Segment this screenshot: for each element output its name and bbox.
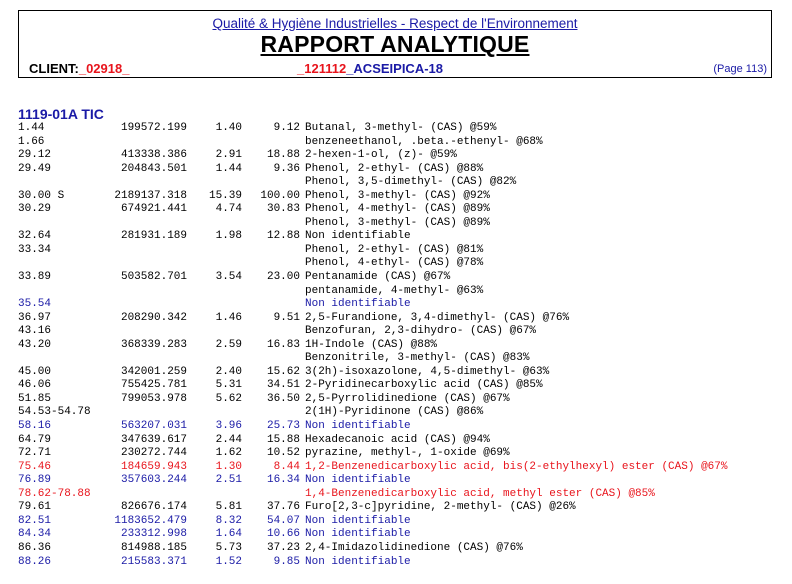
- table-row: [0, 488, 792, 502]
- area-percent: 1.98: [215, 230, 242, 243]
- table-row: [0, 257, 792, 271]
- normalized-percent: 16.83: [266, 338, 300, 351]
- area-percent: 2.59: [215, 338, 242, 351]
- table-row: [0, 217, 792, 231]
- retention-time: 54.53-54.78: [18, 406, 91, 419]
- compound-name: Benzofuran, 2,3-dihydro- (CAS) @67%: [305, 325, 537, 338]
- peak-area: 230272.744: [120, 447, 187, 460]
- normalized-percent: 37.76: [266, 501, 300, 514]
- retention-time: 33.89: [18, 271, 52, 284]
- table-row: [0, 190, 792, 204]
- retention-time: 84.34: [18, 528, 52, 541]
- area-percent: 3.54: [215, 271, 242, 284]
- retention-time: 75.46: [18, 460, 52, 473]
- area-percent: 1.40: [215, 122, 242, 134]
- normalized-percent: 10.66: [266, 528, 300, 541]
- peak-area: 215583.371: [120, 555, 187, 568]
- retention-time: 51.85: [18, 392, 52, 405]
- peak-area: 503582.701: [120, 271, 187, 284]
- normalized-percent: 37.23: [266, 541, 300, 554]
- compound-name: 1,4-Benzenedicarboxylic acid, methyl ester (CAS) @85%: [305, 487, 655, 500]
- peak-area: 563207.031: [120, 420, 187, 433]
- normalized-percent: 10.52: [266, 447, 300, 460]
- normalized-percent: 16.34: [266, 474, 300, 487]
- peak-area: 199572.199: [120, 122, 187, 134]
- compound-name: Furo[2,3-c]pyridine, 2-methyl- (CAS) @26%: [305, 501, 576, 514]
- client-label: [29, 61, 129, 76]
- table-row: [0, 556, 792, 570]
- retention-time: 46.06: [18, 379, 52, 392]
- table-row: [0, 461, 792, 475]
- compound-name: benzeneethanol, .beta.-ethenyl- @68%: [305, 135, 543, 148]
- table-row: [0, 366, 792, 380]
- table-row: [0, 542, 792, 556]
- organization-line: Qualité & Hygiène Industrielles - Respect de l'Environnement: [212, 16, 578, 31]
- report-title: RAPPORT ANALYTIQUE: [260, 31, 530, 57]
- area-percent: 1.52: [215, 555, 242, 568]
- table-row: [0, 393, 792, 407]
- normalized-percent: 15.88: [266, 433, 300, 446]
- area-percent: 1.46: [215, 311, 242, 324]
- peak-area: 2189137.318: [114, 189, 187, 202]
- peak-area: 1183652.479: [114, 514, 187, 527]
- table-row: [0, 122, 792, 136]
- area-percent: 1.62: [215, 447, 242, 460]
- normalized-percent: 23.00: [266, 271, 300, 284]
- table-row: [0, 352, 792, 366]
- retention-time: 43.16: [18, 325, 52, 338]
- client-code: _02918_: [78, 61, 130, 76]
- table-row: [0, 298, 792, 312]
- table-row: [0, 406, 792, 420]
- table-row: [0, 163, 792, 177]
- client-label-text: CLIENT:: [29, 61, 79, 76]
- peak-area: 814988.185: [120, 541, 187, 554]
- page-number: (Page 113): [713, 63, 767, 75]
- compound-name: 2,4-Imidazolidinedione (CAS) @76%: [305, 541, 523, 554]
- retention-time: 88.26: [18, 555, 52, 568]
- table-row: [0, 379, 792, 393]
- normalized-percent: 9.85: [273, 555, 300, 568]
- area-percent: 5.81: [215, 501, 242, 514]
- report-header: [18, 10, 772, 78]
- compound-name: Non identifiable: [305, 230, 411, 243]
- compound-name: Non identifiable: [305, 514, 411, 527]
- retention-time: 29.12: [18, 149, 52, 162]
- peak-area: 347639.617: [120, 433, 187, 446]
- area-percent: 1.44: [215, 162, 242, 175]
- table-row: [0, 244, 792, 258]
- area-percent: 5.73: [215, 541, 242, 554]
- compound-name: Phenol, 2-ethyl- (CAS) @81%: [305, 243, 484, 256]
- table-row: [0, 515, 792, 529]
- peak-area: 204843.501: [120, 162, 187, 175]
- compound-name: 2-Pyridinecarboxylic acid (CAS) @85%: [305, 379, 543, 392]
- area-percent: 5.62: [215, 392, 242, 405]
- normalized-percent: 9.12: [273, 122, 300, 134]
- normalized-percent: 100.00: [260, 189, 300, 202]
- peak-area: 413338.386: [120, 149, 187, 162]
- normalized-percent: 15.62: [266, 365, 300, 378]
- normalized-percent: 30.83: [266, 203, 300, 216]
- compound-name: Non identifiable: [305, 528, 411, 541]
- normalized-percent: 18.88: [266, 149, 300, 162]
- table-row: [0, 285, 792, 299]
- area-percent: 8.32: [215, 514, 242, 527]
- compound-name: Phenol, 3-methyl- (CAS) @92%: [305, 189, 490, 202]
- normalized-percent: 54.07: [266, 514, 300, 527]
- retention-time: 43.20: [18, 338, 52, 351]
- table-row: [0, 230, 792, 244]
- retention-time: 45.00: [18, 365, 52, 378]
- compound-name: 1,2-Benzenedicarboxylic acid, bis(2-ethylhexyl) ester (CAS) @67%: [305, 460, 728, 473]
- results-table: [0, 122, 792, 569]
- retention-time: 1.66: [18, 135, 45, 148]
- retention-time: 1.44: [18, 122, 45, 134]
- table-row: [0, 434, 792, 448]
- table-row: [0, 339, 792, 353]
- compound-name: 2,5-Furandione, 3,4-dimethyl- (CAS) @76%: [305, 311, 570, 324]
- retention-time: 33.34: [18, 243, 52, 256]
- area-percent: 2.44: [215, 433, 242, 446]
- compound-name: Phenol, 2-ethyl- (CAS) @88%: [305, 162, 484, 175]
- area-percent: 15.39: [208, 189, 242, 202]
- area-percent: 3.96: [215, 420, 242, 433]
- normalized-percent: 9.51: [273, 311, 300, 324]
- normalized-percent: 12.88: [266, 230, 300, 243]
- table-row: [0, 312, 792, 326]
- area-percent: 1.64: [215, 528, 242, 541]
- table-row: [0, 420, 792, 434]
- retention-time: 79.61: [18, 501, 52, 514]
- peak-area: 674921.441: [120, 203, 187, 216]
- normalized-percent: 34.51: [266, 379, 300, 392]
- compound-name: pentanamide, 4-methyl- @63%: [305, 284, 484, 297]
- compound-name: Non identifiable: [305, 298, 411, 311]
- table-row: [0, 203, 792, 217]
- peak-area: 208290.342: [120, 311, 187, 324]
- reference-code: _ACSEIPICA-18: [346, 61, 443, 76]
- area-percent: 1.30: [215, 460, 242, 473]
- peak-area: 755425.781: [120, 379, 187, 392]
- compound-name: Benzonitrile, 3-methyl- (CAS) @83%: [305, 352, 530, 365]
- compound-name: Non identifiable: [305, 420, 411, 433]
- compound-name: pyrazine, methyl-, 1-oxide @69%: [305, 447, 510, 460]
- table-row: [0, 474, 792, 488]
- compound-name: Phenol, 3,5-dimethyl- (CAS) @82%: [305, 176, 517, 189]
- area-percent: 2.40: [215, 365, 242, 378]
- peak-area: 281931.189: [120, 230, 187, 243]
- normalized-percent: 8.44: [273, 460, 300, 473]
- retention-time: 32.64: [18, 230, 52, 243]
- compound-name: 2,5-Pyrrolidinedione (CAS) @67%: [305, 392, 510, 405]
- table-row: [0, 149, 792, 163]
- retention-time: 36.97: [18, 311, 52, 324]
- compound-name: Phenol, 3-methyl- (CAS) @89%: [305, 216, 490, 229]
- retention-time: 76.89: [18, 474, 52, 487]
- normalized-percent: 9.36: [273, 162, 300, 175]
- reference-number: _121112: [297, 61, 347, 76]
- peak-area: 826676.174: [120, 501, 187, 514]
- table-row: [0, 447, 792, 461]
- peak-area: 184659.943: [120, 460, 187, 473]
- retention-time: 30.00 S: [18, 189, 65, 202]
- retention-time: 86.36: [18, 541, 52, 554]
- retention-time: 78.62-78.88: [18, 487, 91, 500]
- peak-area: 368339.283: [120, 338, 187, 351]
- compound-name: Phenol, 4-ethyl- (CAS) @78%: [305, 257, 484, 270]
- peak-area: 342001.259: [120, 365, 187, 378]
- table-row: [0, 271, 792, 285]
- section-title: 1119-01A TIC: [18, 106, 104, 122]
- peak-area: 357603.244: [120, 474, 187, 487]
- area-percent: 2.91: [215, 149, 242, 162]
- peak-area: 799053.978: [120, 392, 187, 405]
- table-row: [0, 325, 792, 339]
- table-row: [0, 528, 792, 542]
- compound-name: Pentanamide (CAS) @67%: [305, 271, 451, 284]
- table-row: [0, 176, 792, 190]
- compound-name: 3(2h)-isoxazolone, 4,5-dimethyl- @63%: [305, 365, 550, 378]
- retention-time: 35.54: [18, 298, 52, 311]
- compound-name: Phenol, 4-methyl- (CAS) @89%: [305, 203, 490, 216]
- retention-time: 64.79: [18, 433, 52, 446]
- report-reference: [297, 61, 443, 76]
- compound-name: Non identifiable: [305, 555, 411, 568]
- compound-name: Hexadecanoic acid (CAS) @94%: [305, 433, 490, 446]
- normalized-percent: 36.50: [266, 392, 300, 405]
- compound-name: 1H-Indole (CAS) @88%: [305, 338, 438, 351]
- area-percent: 4.74: [215, 203, 242, 216]
- compound-name: 2(1H)-Pyridinone (CAS) @86%: [305, 406, 484, 419]
- retention-time: 29.49: [18, 162, 52, 175]
- retention-time: 30.29: [18, 203, 52, 216]
- compound-name: 2-hexen-1-ol, (z)- @59%: [305, 149, 457, 162]
- compound-name: Butanal, 3-methyl- (CAS) @59%: [305, 122, 497, 134]
- normalized-percent: 25.73: [266, 420, 300, 433]
- table-row: [0, 136, 792, 150]
- retention-time: 58.16: [18, 420, 52, 433]
- table-row: [0, 501, 792, 515]
- area-percent: 5.31: [215, 379, 242, 392]
- peak-area: 233312.998: [120, 528, 187, 541]
- retention-time: 72.71: [18, 447, 52, 460]
- retention-time: 82.51: [18, 514, 52, 527]
- compound-name: Non identifiable: [305, 474, 411, 487]
- area-percent: 2.51: [215, 474, 242, 487]
